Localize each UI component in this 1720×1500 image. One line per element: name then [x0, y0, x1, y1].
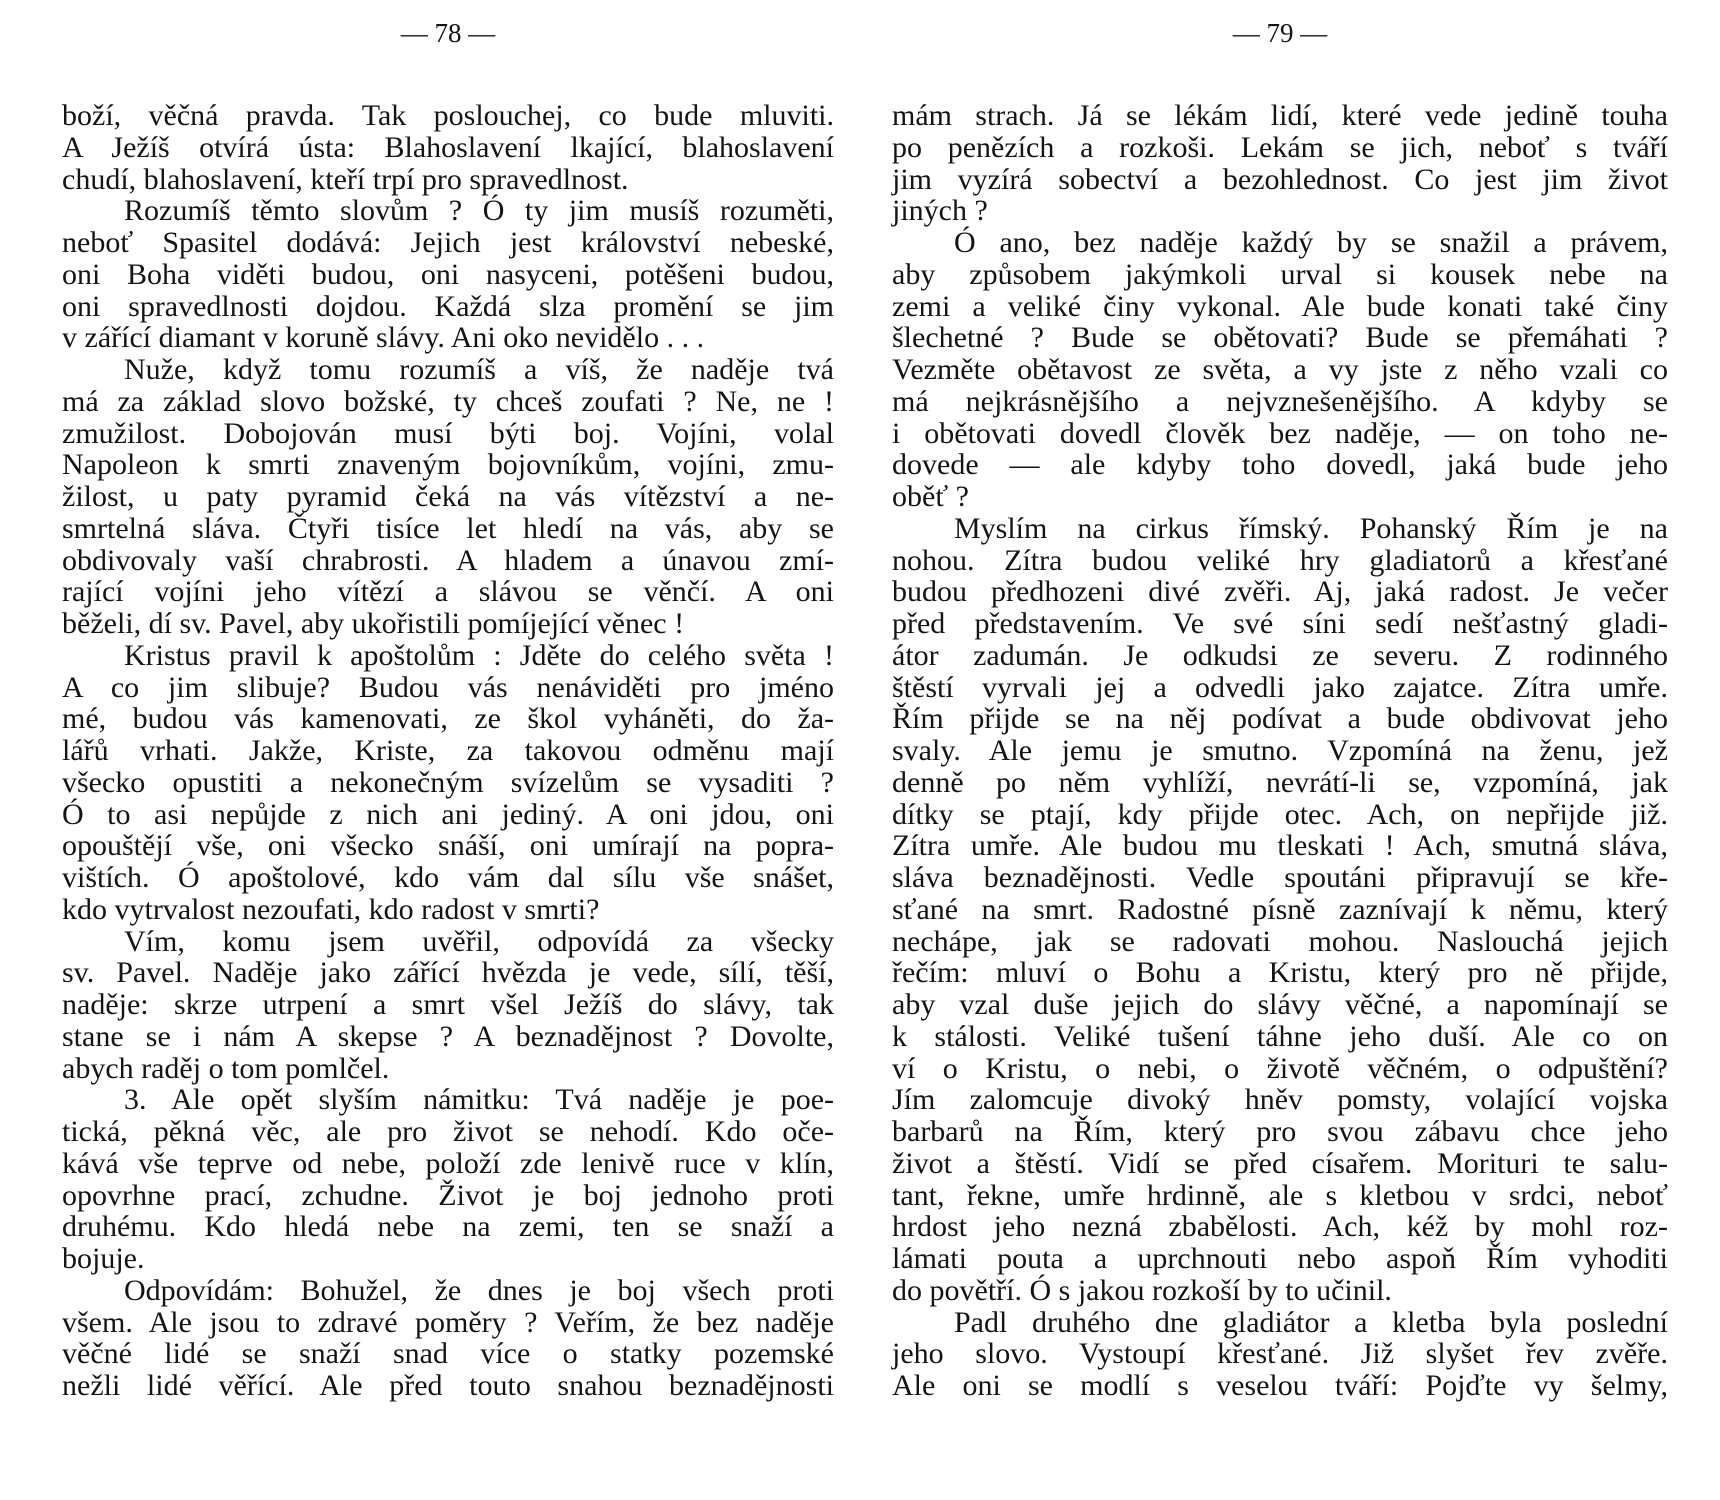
text-line: aby vzal duše jejich do slávy věčné, a napomínají se: [892, 988, 1668, 1021]
text-line: chudí, blahoslavení, kteří trpí pro spravedlnost.: [62, 162, 629, 196]
text-line: Vezměte obětavost ze světa, a vy jste z něho vzali co: [892, 353, 1668, 386]
text-line: obdivovaly vaší chrabrosti. A hladem a únavou zmí-: [62, 543, 834, 577]
paragraph: [62, 1084, 834, 1275]
text-line: sťané na smrt. Radostné písně zaznívají k němu, který: [892, 892, 1668, 926]
text-line: naděje: skrze utrpení a smrt všel Ježíš do slávy, tak: [62, 988, 834, 1021]
text-line: má za základ slovo božské, ty chceš zoufati ? Ne, ne !: [62, 384, 834, 418]
text-line: řečím: mluví o Bohu a Kristu, který pro ně přijde,: [892, 956, 1668, 990]
text-line: mám strach. Já se lékám lidí, které vede jedině touha: [892, 99, 1668, 132]
text-line: A Ježíš otvírá ústa: Blahoslavení lkající, blahoslavení: [62, 130, 834, 164]
text-line: svaly. Ale jemu je smutno. Vzpomíná na ženu, jež: [892, 734, 1668, 767]
text-line: Napoleon k smrti znaveným bojovníkům, vojíni, zmu-: [62, 448, 834, 482]
text-line: opovrhne prací, zchudne. Život je boj jednoho proti: [62, 1178, 834, 1212]
text-line: Kristus pravil k apoštolům : Jděte do celého světa !: [124, 638, 834, 672]
text-line: všem. Ale jsou to zdravé poměry ? Veřím, že bez naděje: [62, 1305, 834, 1339]
paragraph: [62, 926, 834, 1085]
paragraph: [62, 100, 834, 195]
text-line: bojuje.: [62, 1242, 145, 1275]
page-body: [892, 100, 1668, 1402]
text-line: rající vojíni jeho vítězí a slávou se věnčí. A oni: [62, 575, 834, 609]
paragraph: [892, 513, 1668, 1307]
text-line: vištích. Ó apoštolové, kdo vám dal sílu vše snášet,: [62, 861, 834, 894]
text-line: nežli lidé věřící. Ale před touto snahou beznadějnosti: [62, 1369, 834, 1402]
text-line: Ale oni se modlí s veselou tváří: Pojďte vy šelmy,: [892, 1369, 1668, 1402]
paragraph: [892, 100, 1668, 227]
text-line: Vím, komu jsem uvěřil, odpovídá za všecky: [124, 924, 834, 958]
page-right: [892, 0, 1668, 1500]
text-line: sláva beznadějnosti. Vedle spoutáni připravují se kře-: [892, 861, 1668, 894]
page-left: [62, 0, 834, 1500]
paragraph: [892, 227, 1668, 513]
text-line: tant, řekne, umře hrdinně, ale s kletbou v srdci, neboť: [892, 1178, 1668, 1212]
text-line: Rozumíš těmto slovům ? Ó ty jim musíš rozuměti,: [124, 194, 834, 228]
text-line: Odpovídám: Bohužel, že dnes je boj všech proti: [124, 1273, 834, 1307]
text-line: lářů vrhati. Jakže, Kriste, za takovou odměnu mají: [62, 734, 834, 767]
text-line: 3. Ale opět slyším námitku: Tvá naděje je poe-: [124, 1083, 834, 1117]
text-line: A co jim slibuje? Budou vás nenáviděti pro jméno: [62, 670, 834, 704]
text-line: Zítra umře. Ale budou mu tleskati ! Ach, smutná sláva,: [892, 829, 1668, 863]
page-number: — 78 —: [400, 18, 496, 48]
text-line: šlechetné ? Bude se obětovati? Bude se přemáhati ?: [892, 321, 1668, 355]
text-line: dítky se ptají, kdy přijde otec. Ach, on nepřijde již.: [892, 797, 1668, 831]
text-line: smrtelná sláva. Čtyři tisíce let hledí na vás, aby se: [62, 511, 834, 545]
text-line: všecko opustiti a nekonečným svízelům se vysaditi ?: [62, 765, 834, 799]
text-line: oni Boha viděti budou, oni nasyceni, potěšeni budou,: [62, 257, 834, 291]
paragraph: [62, 195, 834, 354]
text-line: po penězích a rozkoši. Lekám se jich, neboť s tváří: [892, 130, 1668, 164]
paragraph: [62, 640, 834, 926]
text-line: k stálosti. Veliké tušení táhne jeho duší. Ale co on: [892, 1019, 1668, 1053]
text-line: barbarů na Řím, který pro svou zábavu chce jeho: [892, 1115, 1668, 1148]
text-line: sv. Pavel. Naděje jako zářící hvězda je vede, sílí, těší,: [62, 956, 834, 990]
text-line: běželi, dí sv. Pavel, aby ukořistili pomíjející věnec !: [62, 607, 685, 640]
paragraph: [62, 1275, 834, 1402]
text-line: aby způsobem jakýmkoli urval si kousek nebe na: [892, 257, 1668, 291]
text-line: i obětovati dovedl člověk bez naděje, — on toho ne-: [892, 416, 1668, 450]
text-line: nechápe, jak se radovati mohou. Naslouchá jejich: [892, 924, 1668, 958]
text-line: žilost, u paty pyramid čeká na vás vítězství a ne-: [62, 480, 834, 513]
text-line: oběť ?: [892, 480, 969, 513]
text-line: v zářící diamant v koruně slávy. Ani oko nevidělo . . .: [62, 321, 705, 355]
text-line: jim vyzírá sobectví a bezohlednost. Co jest jim život: [892, 162, 1668, 196]
text-line: mé, budou vás kamenovati, ze škol vyháněti, do ža-: [62, 702, 834, 736]
text-line: átor zadumán. Je odkudsi ze severu. Z rodinného: [892, 638, 1668, 672]
text-line: boží, věčná pravda. Tak poslouchej, co bude mluviti.: [62, 99, 834, 132]
text-line: věčné lidé se snaží snad více o statky pozemské: [62, 1337, 834, 1371]
text-line: Řím přijde se na něj podívat a bude obdivovat jeho: [892, 702, 1668, 736]
text-line: před představením. Ve své síni sedí nešťastný gladi-: [892, 607, 1668, 640]
text-line: opouštějí vše, oni všecko snáší, oni umírají na popra-: [62, 829, 834, 863]
text-line: život a štěstí. Vidí se před císařem. Morituri te salu-: [892, 1146, 1668, 1180]
text-line: Nuže, když tomu rozumíš a víš, že naděje tvá: [124, 353, 834, 386]
text-line: jiných ?: [892, 194, 988, 228]
text-line: abych raděj o tom pomlčel.: [62, 1051, 390, 1085]
text-line: dovede — ale kdyby toho dovedl, jaká bude jeho: [892, 448, 1668, 482]
text-line: ví o Kristu, o nebi, o životě věčném, o odpuštění?: [892, 1051, 1668, 1085]
text-line: štěstí vyrvali jej a odvedli jako zajatce. Zítra umře.: [892, 670, 1668, 704]
paragraph: [62, 354, 834, 640]
text-line: Jím zalomcuje divoký hněv pomsty, volající vojska: [892, 1083, 1668, 1117]
text-line: druhému. Kdo hledá nebe na zemi, ten se snaží a: [62, 1210, 834, 1244]
text-line: Padl druhého dne gladiátor a kletba byla poslední: [954, 1305, 1668, 1339]
text-line: budou předhozeni divé zvěři. Aj, jaká radost. Je večer: [892, 575, 1668, 609]
text-line: tická, pěkná věc, ale pro život se nehodí. Kdo oče-: [62, 1115, 834, 1148]
text-line: Ó ano, bez naděje každý by se snažil a právem,: [954, 226, 1668, 259]
text-line: kdo vytrvalost nezoufati, kdo radost v smrti?: [62, 892, 600, 926]
text-line: kává vše teprve od nebe, položí zde lenivě ruce v klín,: [62, 1146, 834, 1180]
text-line: lámati pouta a uprchnouti nebo aspoň Řím vyhoditi: [892, 1242, 1668, 1275]
text-line: hrdost jeho nezná zbabělosti. Ach, kéž by mohl roz-: [892, 1210, 1668, 1244]
text-line: zemi a veliké činy vykonal. Ale bude konati také činy: [892, 289, 1668, 323]
paragraph: [892, 1307, 1668, 1402]
text-line: jeho slovo. Vystoupí křesťané. Již slyšet řev zvěře.: [892, 1337, 1668, 1371]
text-line: oni spravedlnosti dojdou. Každá slza promění se jim: [62, 289, 834, 323]
text-line: denně po něm vyhlíží, nevrátí-li se, vzpomíná, jak: [892, 765, 1668, 799]
text-line: Ó to asi nepůjde z nich ani jediný. A oni jdou, oni: [62, 797, 834, 831]
text-line: Myslím na cirkus římský. Pohanský Řím je na: [954, 511, 1668, 545]
text-line: stane se i nám A skepse ? A beznadějnost ? Dovolte,: [62, 1019, 834, 1053]
page-number: — 79 —: [1232, 18, 1328, 48]
page-body: [62, 100, 834, 1402]
text-line: zmužilost. Dobojován musí býti boj. Vojíni, volal: [62, 416, 834, 450]
text-line: nohou. Zítra budou veliké hry gladiatorů a křesťané: [892, 543, 1668, 577]
text-line: neboť Spasitel dodává: Jejich jest království nebeské,: [62, 226, 834, 259]
text-line: má nejkrásnějšího a nejvznešenějšího. A kdyby se: [892, 384, 1668, 418]
text-line: do povětří. Ó s jakou rozkoší by to učinil.: [892, 1273, 1392, 1307]
